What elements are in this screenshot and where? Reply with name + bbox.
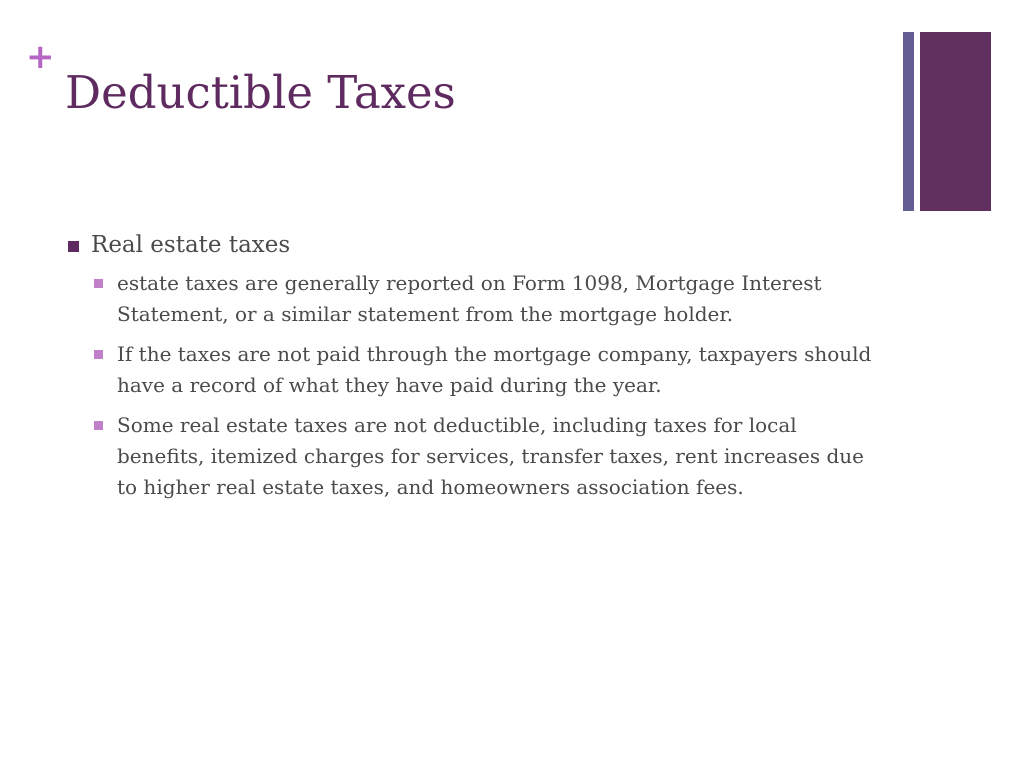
sub-bullet-text: Some real estate taxes are not deductible, including taxes for local benefits, itemized charges for services, transfer taxes, rent increases due to higher real estate taxes, and homeowners association fees. — [117, 413, 865, 499]
square-bullet-icon — [94, 279, 103, 288]
slide-content — [68, 229, 888, 512]
decorative-bar-thick — [920, 32, 991, 211]
square-bullet-icon — [94, 350, 103, 359]
bullet-item-level2 — [94, 410, 888, 503]
sub-bullet-text: If the taxes are not paid through the mortgage company, taxpayers should have a record of what they have paid during the year. — [117, 342, 872, 397]
bullet-item-level1 — [68, 229, 888, 262]
sub-bullet-list — [68, 268, 888, 503]
sub-bullet-text: estate taxes are generally reported on Form 1098, Mortgage Interest Statement, or a similar statement from the mortgage holder. — [117, 271, 822, 326]
bullet-item-level2 — [94, 339, 888, 401]
slide-title: Deductible Taxes — [65, 66, 456, 119]
bullet-text: Real estate taxes — [91, 232, 291, 258]
plus-icon: + — [26, 37, 55, 77]
bullet-item-level2 — [94, 268, 888, 330]
square-bullet-icon — [68, 241, 79, 252]
decorative-bar-thin — [903, 32, 914, 211]
square-bullet-icon — [94, 421, 103, 430]
